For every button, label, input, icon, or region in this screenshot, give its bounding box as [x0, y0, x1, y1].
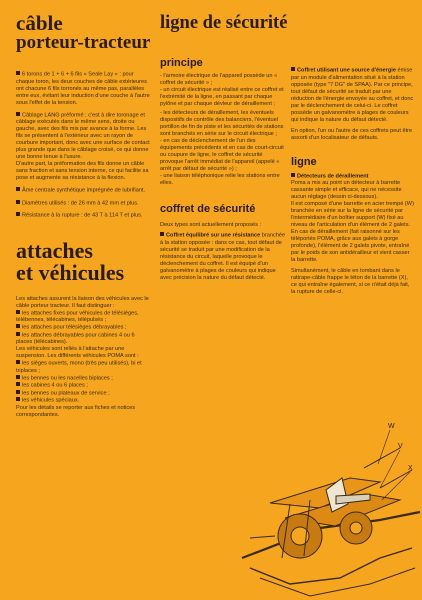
left-column — [16, 0, 152, 419]
paragraph-detecteur-3: Simultanément, le câble en tombant dans le rattrape-câble frappe le téton de la barrette (X), ce qui entraîne également, si ce n'était déjà fait, la rupture de celle-ci. — [291, 268, 410, 295]
title-ligne-securite: ligne de sécurité — [160, 13, 288, 33]
bullet-icon — [160, 232, 164, 236]
list-item: les attaches débrayables pour cabines 4 ou 6 places (télécabines). — [16, 332, 135, 345]
title-attaches: attaches — [16, 237, 93, 263]
paragraph-principe-2: - un circuit électrique est réalisé entre ce coffret et l'extrémité de la ligne, en passant par chaque pylône et par chaque dévleur de déraillement ; — [160, 87, 284, 107]
paragraph-principe-5: - une liaison téléphonique relie les stations entre elles. — [160, 173, 280, 186]
label-x: X — [408, 465, 413, 472]
list-item: les sièges ouverts, mono (très peu utilisés), bi et triplaces ; — [16, 360, 142, 374]
paragraph-preformation: D'autre part, la préformation des fils donne un câble sans fraction et sans tension interne, ce qui facilite sa pose et augmente sa résistance à la flexion. — [16, 161, 149, 181]
bullet-icon — [16, 187, 20, 191]
list-item: les cabines 4 ou 6 places ; — [16, 382, 152, 390]
bullet-icon — [16, 375, 20, 379]
bullet-icon — [16, 360, 20, 364]
paragraph-principe-3: - les détecteurs de déraillement, les éventuels dispositifs de contrôle des balanciers, l'éventuel portillon de fin de piste et les sécurités de stations sont branchés en série sur le circuit électrique ; — [160, 110, 284, 137]
middle-column — [160, 0, 286, 282]
paragraph-coffret-equilibre: Coffret équilibré sur une résistance branchée à la station opposée : dans ce cas, tout défaut de sécurité se traduit par une modification de la résistance du circuit, laquelle provoque le déclenchement du coffret. Il est équipé d'un galvanomètre à plages de couleurs qui indique avec précision la nature du défaut détecté. — [160, 232, 286, 281]
paragraph-resistance: Résistance à la rupture : de 43 T à 114 T et plus. — [16, 212, 152, 220]
paragraph-detecteur-2: Il est composé d'une barrette en acier trempé (W) branchée en série sur la ligne de sécurité par l'intermédiaire d'un boîtier support (W) fixé au niveau de l'articulation d'un élément de 2 galets. En cas de déraillement (fait raisonné sur les téléportés POMA, grâce aux galets à gorge profonde), l'élément de 2 galets pivote, entraîné par le poids de son antidérailleur et vient casser la barrette. — [291, 201, 414, 263]
paragraph-details: Pour les détails se reporter aux fiches et notices correspondantes. — [16, 404, 136, 418]
bullet-icon — [16, 332, 20, 336]
paragraph-ame: Âme centrale synthétique imprégnée de lubrifiant. — [16, 187, 152, 195]
title-cable: câble — [16, 11, 63, 35]
bullet-icon — [16, 382, 20, 386]
paragraph-option: En option, l'un ou l'autre de ces coffrets peut être assorti d'un localisateur de défauts. — [291, 127, 413, 141]
paragraph-torons: 6 torons de 1 + 6 + 6 fils « Seale Lay » : pour chaque toron, les deux couches de câble extérieures ont chacune 6 fils torronés au même pas, parallèles entre eux, évitant leur induction d'une couche à l'autre sous l'effet de la tension. — [16, 71, 150, 106]
paragraph-cablage: Câblage LANG préformé : c'est à dire toronage et câblage exécutés dans le même sens, droite ou gauche, avec des fils mis par avance à la forme. Les fils se présentent à l'extérieur avec un rayon de courbure important, donc avec une surface de contact plus grande que dans le câblage croisé, ce qui donne une bonne tenue à l'usure. — [16, 112, 150, 160]
paragraph-attaches-intro: Les attaches assurent la liaison des véhicules avec le câble porteur tracteur. Il faut distinguer : — [16, 295, 149, 309]
bullet-icon — [16, 71, 20, 75]
paragraph-principe-4: - en cas de déclenchement de l'un des équipements précédents et en cas de court-circuit ou coupure de ligne, le coffret de sécurité provoque l'arrêt immédiat de l'appareil (appelé « arrêt par défaut de sécurité ») ; — [160, 138, 284, 172]
bullet-icon — [16, 200, 20, 204]
list-item: les bennes ou plateaux de service ; — [16, 390, 152, 398]
bullet-icon — [16, 112, 20, 116]
paragraph-detecteur-1: Poma a mis au point un détecteur à barrette cassante simple et efficace, qui ne nécessite aucun réglage (dessin ci-dessous). — [291, 180, 402, 200]
bullet-icon — [291, 67, 295, 71]
paragraph-principe-1: - l'armoire électrique de l'appareil possède un « coffret de sécurité » ; — [160, 73, 278, 86]
label-w: W — [388, 423, 395, 430]
list-item: les véhicules spéciaux. — [16, 397, 152, 405]
paragraph-vehicules-intro: Les véhicules sont reliés à l'attache par une suspension. Les différents véhicules POMA sont : — [16, 346, 139, 359]
bullet-icon — [291, 173, 295, 177]
subtitle-ligne: ligne — [291, 155, 317, 168]
bullet-icon — [16, 390, 20, 394]
derailment-detector-illustration — [230, 408, 422, 600]
title-porteur-tracteur: porteur-tracteur — [16, 32, 151, 53]
list-item: les attaches pour télésièges débrayables ; — [16, 324, 152, 332]
title-vehicules: et véhicules — [16, 259, 125, 285]
paragraph-detecteurs: Détecteurs de déraillement — [291, 173, 415, 181]
paragraph-coffret-energie: Coffret utilisant une source d'énergie émise par un module d'alimentation situé à la station opposée (type "7 DG" de SPAA). Par ce principe, tout défaut de sécurité se traduit par une réduction de l'énergie envoyée au coffret, et donc par le déclenchement de celui-ci. Le coffret possède un galvanomètre à plages de couleurs qui indique la nature du défaut détecté. — [291, 67, 414, 123]
right-column — [291, 0, 415, 296]
bullet-icon — [16, 324, 20, 328]
label-v: V — [398, 443, 403, 450]
paragraph-diametres: Diamètres utilisés : de 26 mm à 42 mm et plus. — [16, 200, 152, 208]
list-item: les attaches fixes pour véhicules de télésièges, télébennes, télécabines, télépulsés ; — [16, 310, 139, 323]
bullet-icon — [16, 212, 20, 216]
bullet-icon — [16, 397, 20, 401]
subtitle-principe: principe — [160, 57, 203, 69]
bullet-icon — [16, 310, 20, 314]
subtitle-coffret: coffret de sécurité — [160, 203, 256, 215]
paragraph-coffret-intro: Deux types sont actuellement proposés : — [160, 222, 262, 228]
list-item: les bennes ou les nacelles biplaces ; — [16, 375, 152, 383]
